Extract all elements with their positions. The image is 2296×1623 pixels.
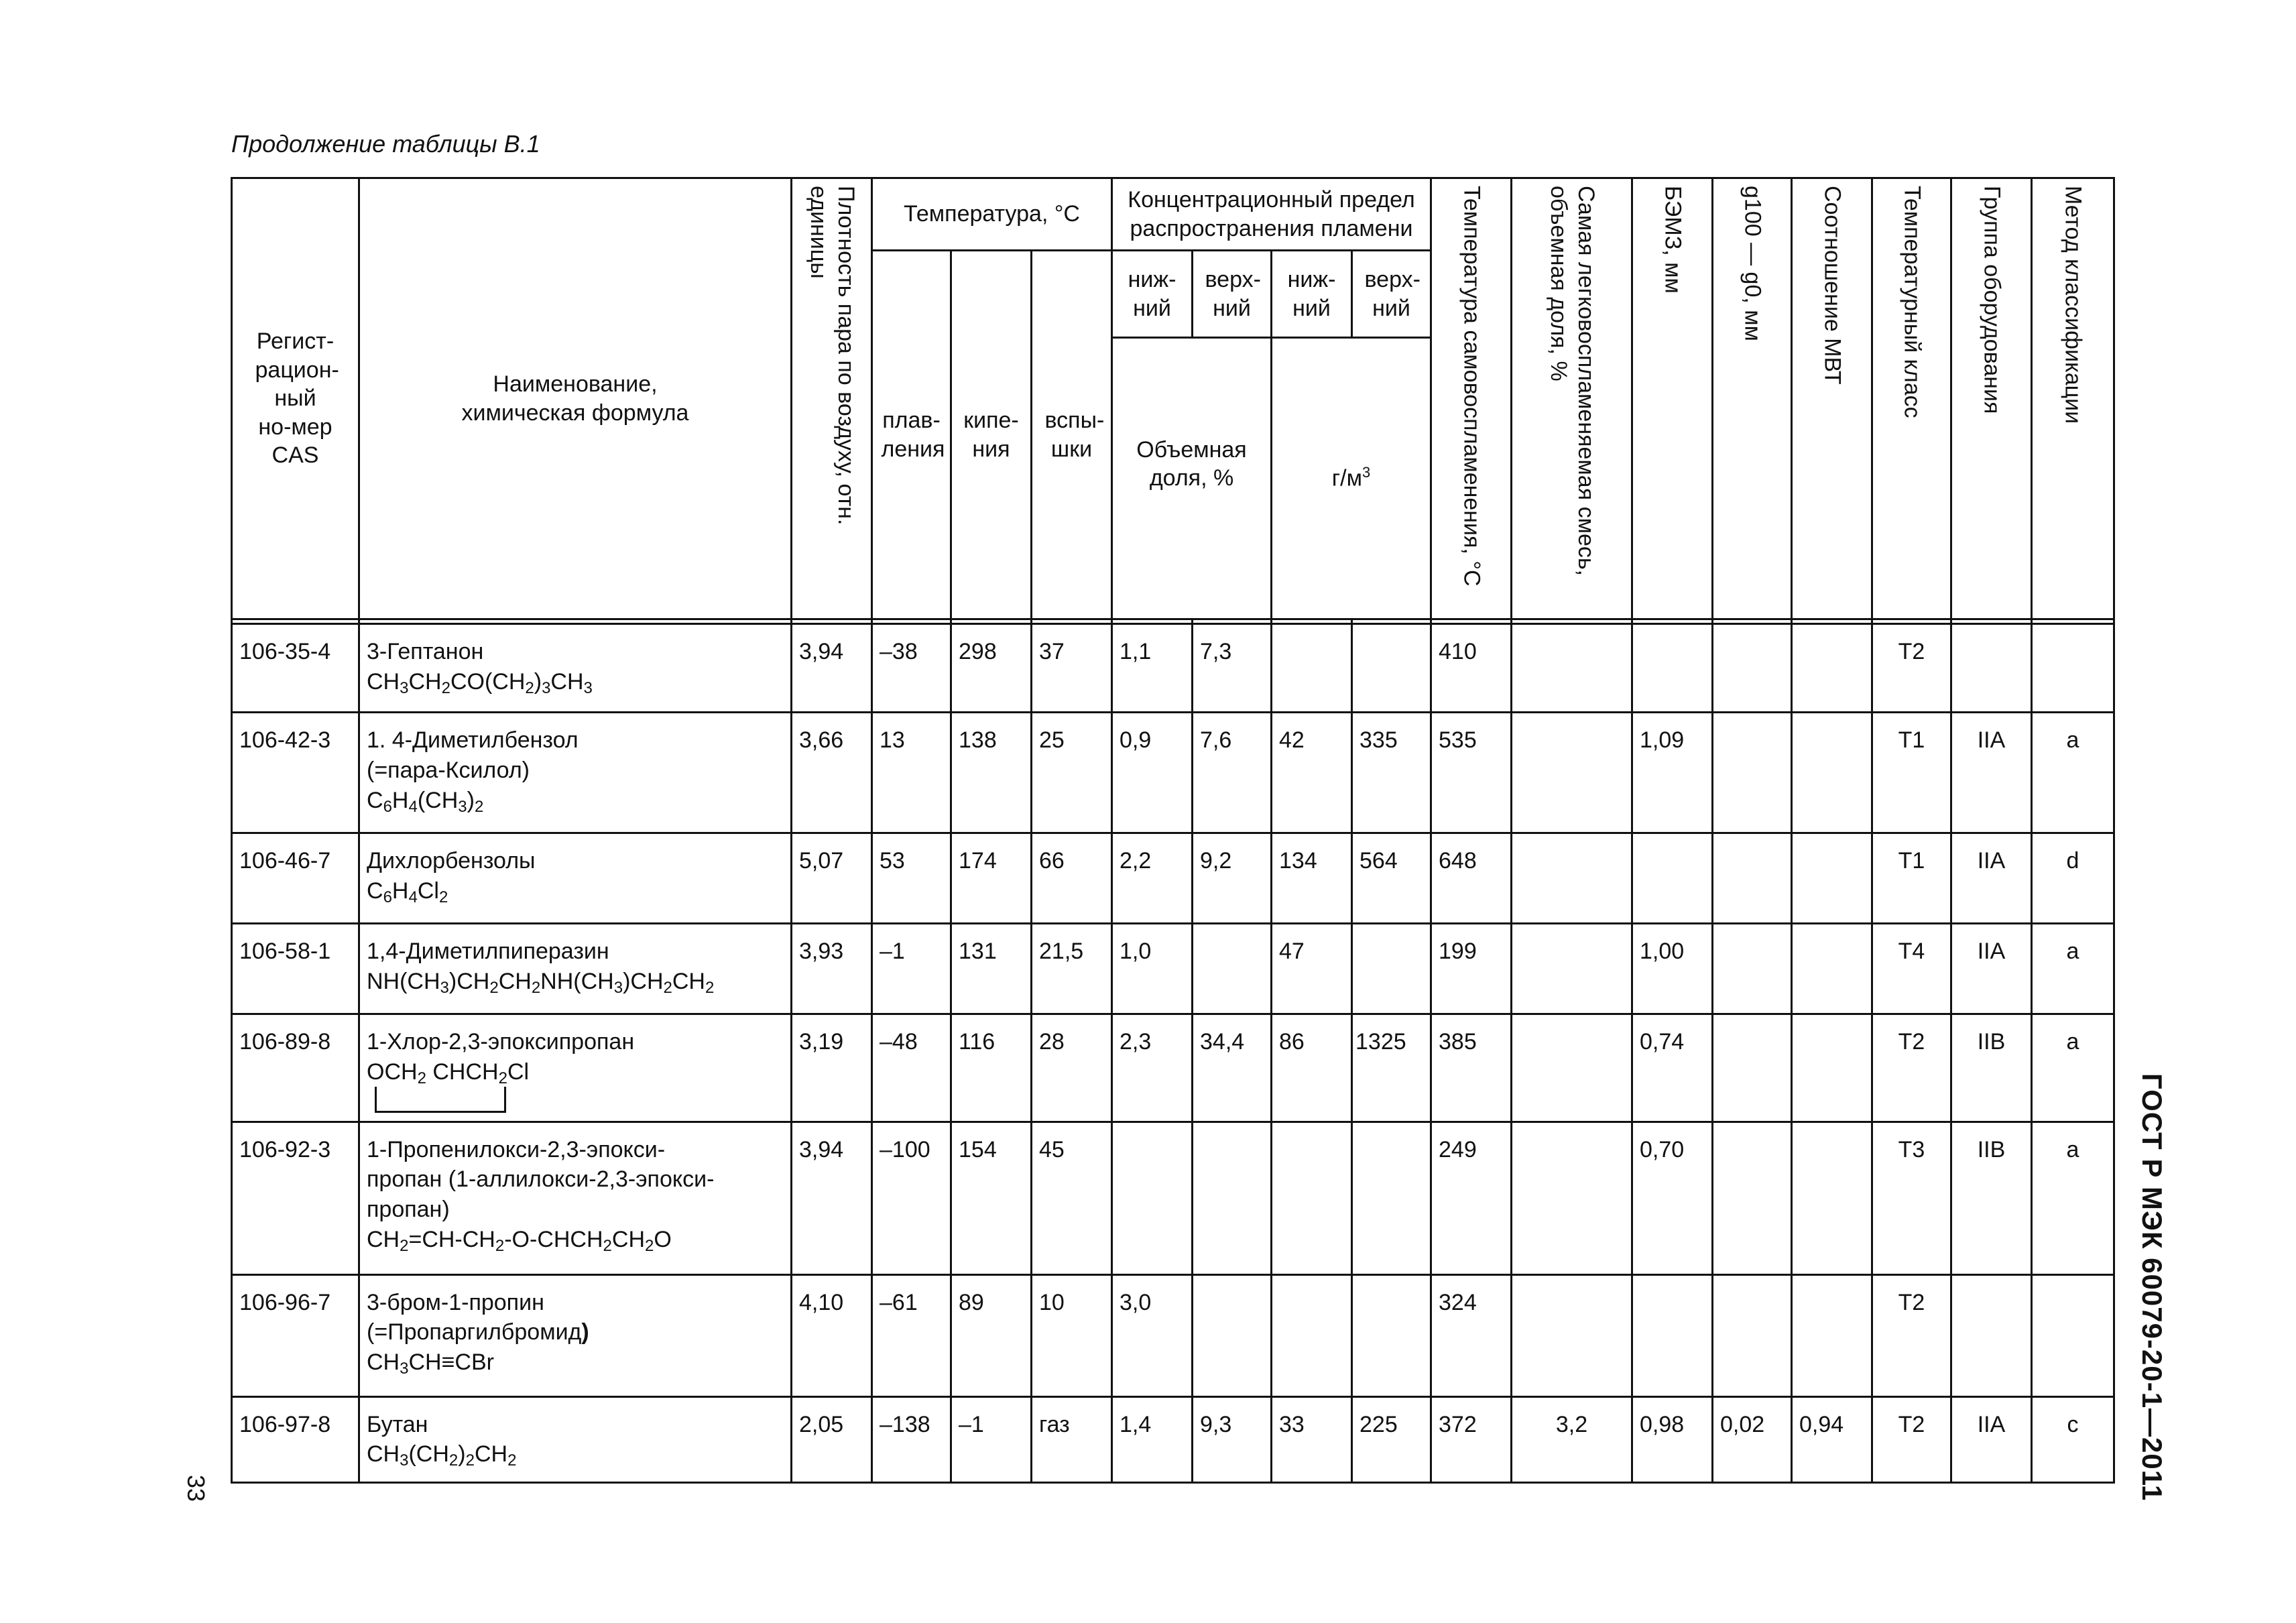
cell-method: d	[2032, 833, 2114, 924]
cell-density: 3,94	[792, 624, 872, 713]
header-name: Наименование, химическая формула	[359, 178, 792, 619]
cell-boil: 116	[951, 1014, 1032, 1122]
header-mic-ratio: Соотношение МВТ	[1792, 178, 1872, 619]
cell-name: 3-Гептанон $CH_3CH_2CO(CH_2)_3CH_3$	[359, 624, 792, 713]
cell-cas: 106-96-7	[232, 1274, 359, 1396]
cell-lower-gm3	[1272, 624, 1352, 713]
table-row	[232, 1014, 2114, 1122]
cell-method: c	[2032, 1396, 2114, 1482]
cell-g100	[1713, 1122, 1792, 1274]
cell-upper-vol: 34,4	[1193, 1014, 1272, 1122]
header-boiling: кипе-ния	[951, 251, 1032, 619]
cell-autoignition: 648	[1431, 833, 1512, 924]
cell-upper-vol	[1193, 924, 1272, 1014]
cell-density: 3,94	[792, 1122, 872, 1274]
cell-boil: 131	[951, 924, 1032, 1014]
cell-upper-gm3: 225	[1352, 1396, 1431, 1482]
cell-upper-gm3: 564	[1352, 833, 1431, 924]
cell-equip-group: IIB	[1951, 1122, 2032, 1274]
formula: $CH_3CH\equiv CBr$	[367, 1349, 494, 1378]
cell-upper-vol: 7,6	[1193, 713, 1272, 833]
cell-most-flammable	[1512, 924, 1632, 1014]
cell-mic-ratio	[1792, 1274, 1872, 1396]
formula: $C_6H_4(CH_3)_2$	[367, 787, 484, 816]
cell-density: 3,66	[792, 713, 872, 833]
cell-melt: 53	[872, 833, 951, 924]
table-row	[232, 924, 2114, 1014]
cell-flash: 66	[1032, 833, 1112, 924]
cell-upper-gm3: 335	[1352, 713, 1431, 833]
cell-name: Бутан $CH_3(CH_2)_2CH_2$	[359, 1396, 792, 1482]
cell-most-flammable	[1512, 1274, 1632, 1396]
cell-boil: 174	[951, 833, 1032, 924]
cell-melt: –48	[872, 1014, 951, 1122]
data-table	[231, 177, 2115, 1484]
cell-name: 3-бром-1-пропин (=Пропаргилбромид) $CH_3CH\equiv CBr$	[359, 1274, 792, 1396]
cell-g100: 0,02	[1713, 1396, 1792, 1482]
cell-equip-group: IIA	[1951, 833, 2032, 924]
cell-temp-class: T2	[1872, 1396, 1951, 1482]
header-method: Метод классификации	[2032, 178, 2114, 619]
cell-mic-ratio	[1792, 924, 1872, 1014]
cell-mesg: 0,98	[1632, 1396, 1713, 1482]
header-vol-fraction: Объемная доля, %	[1112, 338, 1272, 619]
cell-flash: 25	[1032, 713, 1112, 833]
table-row	[232, 624, 2114, 713]
cell-flash: 10	[1032, 1274, 1112, 1396]
cell-cas: 106-35-4	[232, 624, 359, 713]
table-caption: Продолжение таблицы В.1	[231, 130, 540, 158]
cell-flash: 45	[1032, 1122, 1112, 1274]
cell-cas: 106-89-8	[232, 1014, 359, 1122]
cell-flash: газ	[1032, 1396, 1112, 1482]
cell-g100	[1713, 833, 1792, 924]
document-code	[2125, 1073, 2179, 1502]
cell-most-flammable	[1512, 624, 1632, 713]
formula: $NH(CH_3)CH_2CH_2NH(CH_3)CH_2CH_2$	[367, 968, 715, 997]
cell-lower-gm3	[1272, 1122, 1352, 1274]
cell-method	[2032, 624, 2114, 713]
cell-mic-ratio	[1792, 1014, 1872, 1122]
cell-lower-vol: 0,9	[1112, 713, 1193, 833]
cell-mic-ratio	[1792, 624, 1872, 713]
cell-most-flammable	[1512, 1014, 1632, 1122]
cell-lower-vol	[1112, 1122, 1193, 1274]
cell-upper-vol: 9,2	[1193, 833, 1272, 924]
cell-mesg	[1632, 833, 1713, 924]
cell-name: 1-Хлор-2,3-эпоксипропан $OCH_2$ $CHCH_2Cl$	[359, 1014, 792, 1122]
cell-temp-class: T2	[1872, 1014, 1951, 1122]
cell-density: 5,07	[792, 833, 872, 924]
header-most-flammable: Самая легковоспламеняемая смесь, объемная доля, %	[1512, 178, 1632, 619]
cell-mesg: 1,00	[1632, 924, 1713, 1014]
cell-mesg	[1632, 624, 1713, 713]
cell-mic-ratio	[1792, 833, 1872, 924]
header-melting: плав-ления	[872, 251, 951, 619]
header-equip-group: Группа оборудования	[1951, 178, 2032, 619]
header-lower-vol: ниж-ний	[1112, 251, 1193, 338]
header-temp-class: Температурный класс	[1872, 178, 1951, 619]
cell-equip-group: IIB	[1951, 1014, 2032, 1122]
cell-equip-group: IIA	[1951, 713, 2032, 833]
cell-lower-gm3: 33	[1272, 1396, 1352, 1482]
cell-method: a	[2032, 1014, 2114, 1122]
cell-lower-gm3: 47	[1272, 924, 1352, 1014]
formula: $OCH_2$ $CHCH_2Cl$	[367, 1059, 530, 1087]
cell-melt: –61	[872, 1274, 951, 1396]
cell-g100	[1713, 924, 1792, 1014]
header-separator	[232, 619, 2114, 624]
table-row	[232, 1122, 2114, 1274]
cell-boil: –1	[951, 1396, 1032, 1482]
cell-upper-gm3	[1352, 624, 1431, 713]
ring-bracket	[375, 1087, 506, 1113]
cell-most-flammable	[1512, 833, 1632, 924]
cell-equip-group	[1951, 1274, 2032, 1396]
header-upper-vol: верх-ний	[1193, 251, 1272, 338]
header-gm3: $г/м^3$	[1272, 338, 1431, 619]
cell-density: 3,93	[792, 924, 872, 1014]
cell-boil: 138	[951, 713, 1032, 833]
formula: $CH_3CH_2CO(CH_2)_3CH_3$	[367, 668, 593, 697]
cell-flash: 28	[1032, 1014, 1112, 1122]
cell-autoignition: 199	[1431, 924, 1512, 1014]
cell-melt: –1	[872, 924, 951, 1014]
cell-g100	[1713, 624, 1792, 713]
cell-equip-group: IIA	[1951, 1396, 2032, 1482]
cell-upper-vol: 7,3	[1193, 624, 1272, 713]
cell-lower-gm3: 42	[1272, 713, 1352, 833]
table-row	[232, 1396, 2114, 1482]
cell-name: Дихлорбензолы $C_6H_4Cl_2$	[359, 833, 792, 924]
cell-temp-class: T2	[1872, 1274, 1951, 1396]
cell-autoignition: 324	[1431, 1274, 1512, 1396]
formula: $CH_2=CH-CH_2-O-CHCH_2CH_2O$	[367, 1227, 672, 1256]
table-row	[232, 1274, 2114, 1396]
header-conc-limit: Концентрационный предел распространения пламени	[1112, 178, 1431, 251]
header-flash: вспы-шки	[1032, 251, 1112, 619]
table-row	[232, 713, 2114, 833]
cell-autoignition: 535	[1431, 713, 1512, 833]
cell-autoignition: 410	[1431, 624, 1512, 713]
cell-g100	[1713, 1274, 1792, 1396]
cell-mesg	[1632, 1274, 1713, 1396]
cell-lower-gm3: 134	[1272, 833, 1352, 924]
cell-upper-vol	[1193, 1122, 1272, 1274]
cell-melt: –38	[872, 624, 951, 713]
cell-lower-gm3: 86	[1272, 1014, 1352, 1122]
cell-boil: 89	[951, 1274, 1032, 1396]
header-upper-gm3: верх-ний	[1352, 251, 1431, 338]
header-vapor-density: Плотность пара по воздуху, отн. единицы	[792, 178, 872, 619]
page-number-text: 33	[182, 1474, 210, 1502]
header-autoignition: Температура самовоспламенения, °С	[1431, 178, 1512, 619]
cell-method: a	[2032, 924, 2114, 1014]
cell-upper-vol	[1193, 1274, 1272, 1396]
cell-temp-class: T1	[1872, 713, 1951, 833]
cell-most-flammable	[1512, 1122, 1632, 1274]
table-row	[232, 833, 2114, 924]
cell-method	[2032, 1274, 2114, 1396]
cell-g100	[1713, 713, 1792, 833]
cell-lower-gm3	[1272, 1274, 1352, 1396]
cell-flash: 21,5	[1032, 924, 1112, 1014]
cell-temp-class: T1	[1872, 833, 1951, 924]
formula: $C_6H_4Cl_2$	[367, 878, 448, 906]
cell-cas: 106-97-8	[232, 1396, 359, 1482]
formula: $CH_3(CH_2)_2CH_2$	[367, 1441, 517, 1470]
cell-name: 1,4-Диметилпиперазин $NH(CH_3)CH_2CH_2NH(CH_3)CH_2CH_2$	[359, 924, 792, 1014]
cell-method: a	[2032, 713, 2114, 833]
cell-mesg: 1,09	[1632, 713, 1713, 833]
cell-mic-ratio	[1792, 713, 1872, 833]
cell-temp-class: T4	[1872, 924, 1951, 1014]
cell-autoignition: 372	[1431, 1396, 1512, 1482]
cell-density: 4,10	[792, 1274, 872, 1396]
cell-autoignition: 249	[1431, 1122, 1512, 1274]
cell-upper-gm3	[1352, 1274, 1431, 1396]
cell-most-flammable	[1512, 713, 1632, 833]
cell-flash: 37	[1032, 624, 1112, 713]
page-number	[176, 1468, 216, 1508]
cell-autoignition: 385	[1431, 1014, 1512, 1122]
document-code-text: ГОСТ Р МЭК 60079-20-1—2011	[2136, 1073, 2168, 1502]
cell-name: 1. 4-Диметилбензол (=пара-Ксилол) $C_6H_4(CH_3)_2$	[359, 713, 792, 833]
header-g100: g100 — g0, мм	[1713, 178, 1792, 619]
cell-boil: 298	[951, 624, 1032, 713]
cell-mic-ratio	[1792, 1122, 1872, 1274]
header-lower-gm3: ниж-ний	[1272, 251, 1352, 338]
cell-upper-vol: 9,3	[1193, 1396, 1272, 1482]
cell-mesg: 0,70	[1632, 1122, 1713, 1274]
cell-melt: –138	[872, 1396, 951, 1482]
cell-name: 1-Пропенилокси-2,3-эпокси- пропан (1-аллилокси-2,3-эпокси- пропан) $CH_2=CH-CH_2-O-CHCH_2CH_2O$	[359, 1122, 792, 1274]
cell-cas: 106-58-1	[232, 924, 359, 1014]
cell-mic-ratio: 0,94	[1792, 1396, 1872, 1482]
cell-mesg: 0,74	[1632, 1014, 1713, 1122]
cell-upper-gm3: 1325	[1352, 1014, 1431, 1122]
cell-equip-group	[1951, 624, 2032, 713]
cell-upper-gm3	[1352, 1122, 1431, 1274]
cell-boil: 154	[951, 1122, 1032, 1274]
cell-melt: 13	[872, 713, 951, 833]
header-row-1	[232, 178, 2114, 251]
header-mesg: БЭМЗ, мм	[1632, 178, 1713, 619]
cell-upper-gm3	[1352, 924, 1431, 1014]
cell-cas: 106-42-3	[232, 713, 359, 833]
cell-lower-vol: 1,4	[1112, 1396, 1193, 1482]
header-temperature: Температура, °С	[872, 178, 1112, 251]
cell-density: 3,19	[792, 1014, 872, 1122]
cell-temp-class: T3	[1872, 1122, 1951, 1274]
cell-most-flammable: 3,2	[1512, 1396, 1632, 1482]
cell-lower-vol: 1,0	[1112, 924, 1193, 1014]
cell-melt: –100	[872, 1122, 951, 1274]
cell-temp-class: T2	[1872, 624, 1951, 713]
cell-cas: 106-92-3	[232, 1122, 359, 1274]
cell-lower-vol: 3,0	[1112, 1274, 1193, 1396]
cell-g100	[1713, 1014, 1792, 1122]
cell-lower-vol: 1,1	[1112, 624, 1193, 713]
cell-lower-vol: 2,2	[1112, 833, 1193, 924]
cell-cas: 106-46-7	[232, 833, 359, 924]
cell-lower-vol: 2,3	[1112, 1014, 1193, 1122]
cell-density: 2,05	[792, 1396, 872, 1482]
cell-equip-group: IIA	[1951, 924, 2032, 1014]
header-cas: Регист-рацион-ный но-мер CAS	[232, 178, 359, 619]
cell-method: a	[2032, 1122, 2114, 1274]
